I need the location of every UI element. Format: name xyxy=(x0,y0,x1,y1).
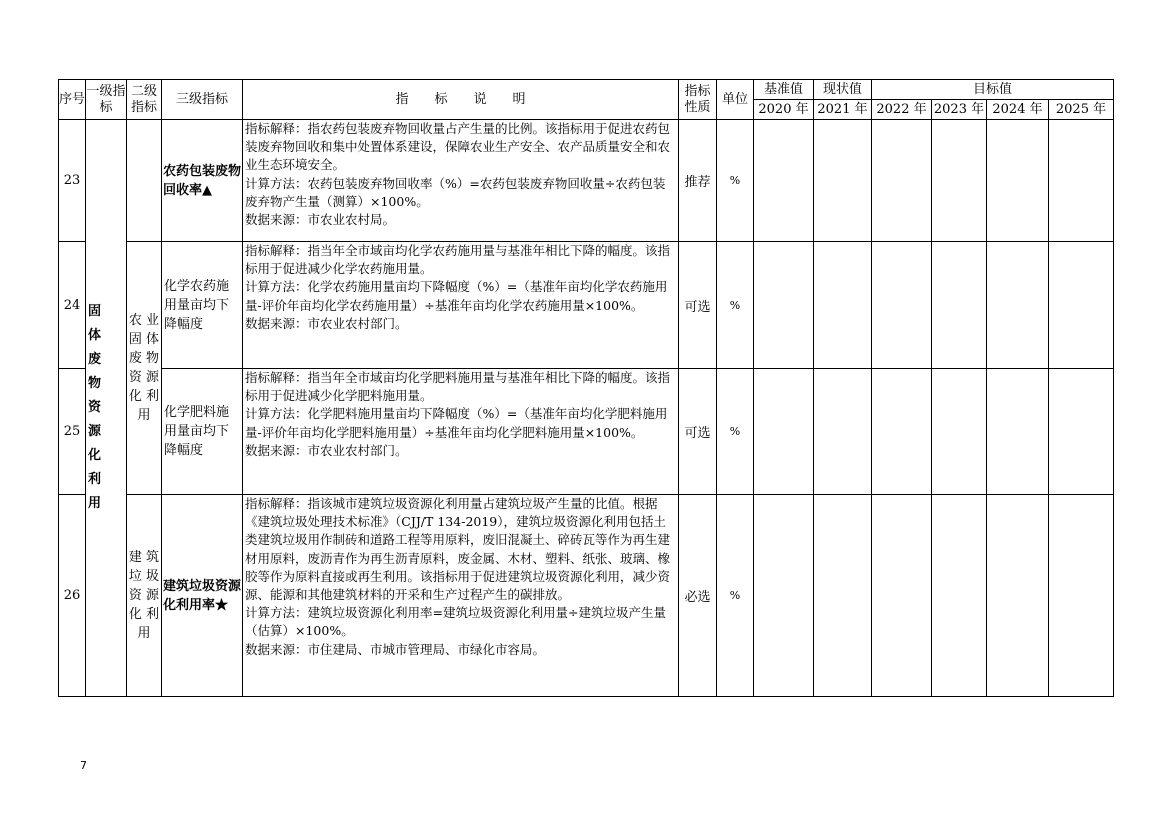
header-year-2025: 2025 年 xyxy=(1049,100,1114,120)
level2-empty xyxy=(127,120,162,242)
value-2022 xyxy=(872,120,932,242)
indicator-unit: % xyxy=(717,495,754,697)
header-year-2021: 2021 年 xyxy=(814,100,872,120)
desc-explanation: 指标解释：指农药包装废弃物回收量占产生量的比例。该指标用于促进农药包装废弃物回收和集中处置体系建设，保障农业生产安全、农产品质量安全和农业生态环境安全。 xyxy=(245,121,671,173)
desc-method: 计算方法：农药包装废弃物回收率（%）=农药包装废弃物回收量÷农药包装废弃物产生量（测算）×100%。 xyxy=(245,175,666,209)
header-level2: 二级指标 xyxy=(127,80,162,120)
table-row xyxy=(59,369,1114,495)
indicator-description xyxy=(243,120,679,242)
value-2025 xyxy=(1049,495,1114,697)
indicator-table xyxy=(58,79,1114,697)
level3-indicator: 化学肥料施用量亩均下降幅度 xyxy=(162,369,243,495)
row-seq: 23 xyxy=(59,120,86,242)
page-number: 7 xyxy=(80,759,87,772)
header-year-2024: 2024 年 xyxy=(987,100,1049,120)
value-2020 xyxy=(754,495,814,697)
indicator-nature: 必选 xyxy=(679,495,717,697)
row-seq: 24 xyxy=(59,242,86,369)
row-seq: 26 xyxy=(59,495,86,697)
indicator-description xyxy=(243,369,679,495)
level2-construction-waste: 建 筑 垃 圾 资 源 化 利 用 xyxy=(127,495,162,697)
indicator-unit: % xyxy=(717,120,754,242)
header-target: 目标值 xyxy=(872,80,1114,100)
value-2022 xyxy=(872,369,932,495)
header-year-2022: 2022 年 xyxy=(872,100,932,120)
desc-explanation: 指标解释：指该城市建筑垃圾资源化利用量占建筑垃圾产生量的比值。根据《建筑垃圾处理技术标准》（CJJ/T 134-2019），建筑垃圾资源化利用包括土类建筑垃圾用作制砖和道路工程等用原料，废旧混凝土、碎砖瓦等作为再生建材用原料，废沥青作为再生沥青原料，废金属、木材、塑料、纸张、玻璃、橡胶等作为原料直接或再生利用。该指标用于促进建筑垃圾资源化利用，减少资源、能源和其他建筑材料的开采和生产过程产生的碳排放。 xyxy=(245,496,671,603)
desc-explanation: 指标解释：指当年全市域亩均化学农药施用量与基准年相比下降的幅度。该指标用于促进减少化学农药施用量。 xyxy=(245,243,671,277)
indicator-unit: % xyxy=(717,369,754,495)
header-description: 指 标 说 明 xyxy=(243,80,679,120)
value-2021 xyxy=(814,369,872,495)
level3-indicator: 建筑垃圾资源化利用率★ xyxy=(162,495,243,697)
level1-indicator: 固 体 废 物 资 源 化 利 用 xyxy=(86,120,127,697)
value-2020 xyxy=(754,242,814,369)
header-nature: 指标性质 xyxy=(679,80,717,120)
value-2025 xyxy=(1049,242,1114,369)
value-2024 xyxy=(987,495,1049,697)
value-2022 xyxy=(872,495,932,697)
table-row xyxy=(59,495,1114,697)
indicator-nature: 推荐 xyxy=(679,120,717,242)
header-current: 现状值 xyxy=(814,80,872,100)
value-2023 xyxy=(932,369,987,495)
value-2025 xyxy=(1049,369,1114,495)
value-2024 xyxy=(987,120,1049,242)
table-row xyxy=(59,120,1114,242)
level2-agri-waste: 农 业 固 体 废 物 资 源 化 利 用 xyxy=(127,242,162,495)
desc-source: 数据来源：市住建局、市城市管理局、市绿化市容局。 xyxy=(245,641,546,657)
value-2021 xyxy=(814,242,872,369)
value-2023 xyxy=(932,120,987,242)
value-2020 xyxy=(754,120,814,242)
indicator-unit: % xyxy=(717,242,754,369)
header-year-2020: 2020 年 xyxy=(754,100,814,120)
desc-source: 数据来源：市农业农村部门。 xyxy=(245,315,408,331)
level3-indicator: 化学农药施用量亩均下降幅度 xyxy=(162,242,243,369)
indicator-description xyxy=(243,242,679,369)
value-2020 xyxy=(754,369,814,495)
row-seq: 25 xyxy=(59,369,86,495)
table-row xyxy=(59,242,1114,369)
indicator-nature: 可选 xyxy=(679,369,717,495)
header-level1: 一级指标 xyxy=(86,80,127,120)
value-2022 xyxy=(872,242,932,369)
desc-method: 计算方法：化学肥料施用量亩均下降幅度（%）=（基准年亩均化学肥料施用量-评价年亩均化学肥料施用量）÷基准年亩均化学肥料施用量×100%。 xyxy=(245,406,668,440)
value-2023 xyxy=(932,495,987,697)
indicator-description xyxy=(243,495,679,697)
value-2023 xyxy=(932,242,987,369)
level3-indicator: 农药包装废物回收率▲ xyxy=(162,120,243,242)
header-unit: 单位 xyxy=(717,80,754,120)
header-year-2023: 2023 年 xyxy=(932,100,987,120)
value-2021 xyxy=(814,495,872,697)
desc-source: 数据来源：市农业农村局。 xyxy=(245,212,396,228)
desc-explanation: 指标解释：指当年全市域亩均化学肥料施用量与基准年相比下降的幅度。该指标用于促进减少化学肥料施用量。 xyxy=(245,370,671,404)
desc-source: 数据来源：市农业农村部门。 xyxy=(245,442,408,458)
header-baseline: 基准值 xyxy=(754,80,814,100)
desc-method: 计算方法：建筑垃圾资源化利用率=建筑垃圾资源化利用量÷建筑垃圾产生量（估算）×100%。 xyxy=(245,605,666,639)
header-seq: 序号 xyxy=(59,80,86,120)
value-2024 xyxy=(987,369,1049,495)
value-2025 xyxy=(1049,120,1114,242)
value-2024 xyxy=(987,242,1049,369)
indicator-nature: 可选 xyxy=(679,242,717,369)
desc-method: 计算方法：化学农药施用量亩均下降幅度（%）=（基准年亩均化学农药施用量-评价年亩均化学农药施用量）÷基准年亩均化学农药施用量×100%。 xyxy=(245,279,668,313)
header-level3: 三级指标 xyxy=(162,80,243,120)
value-2021 xyxy=(814,120,872,242)
